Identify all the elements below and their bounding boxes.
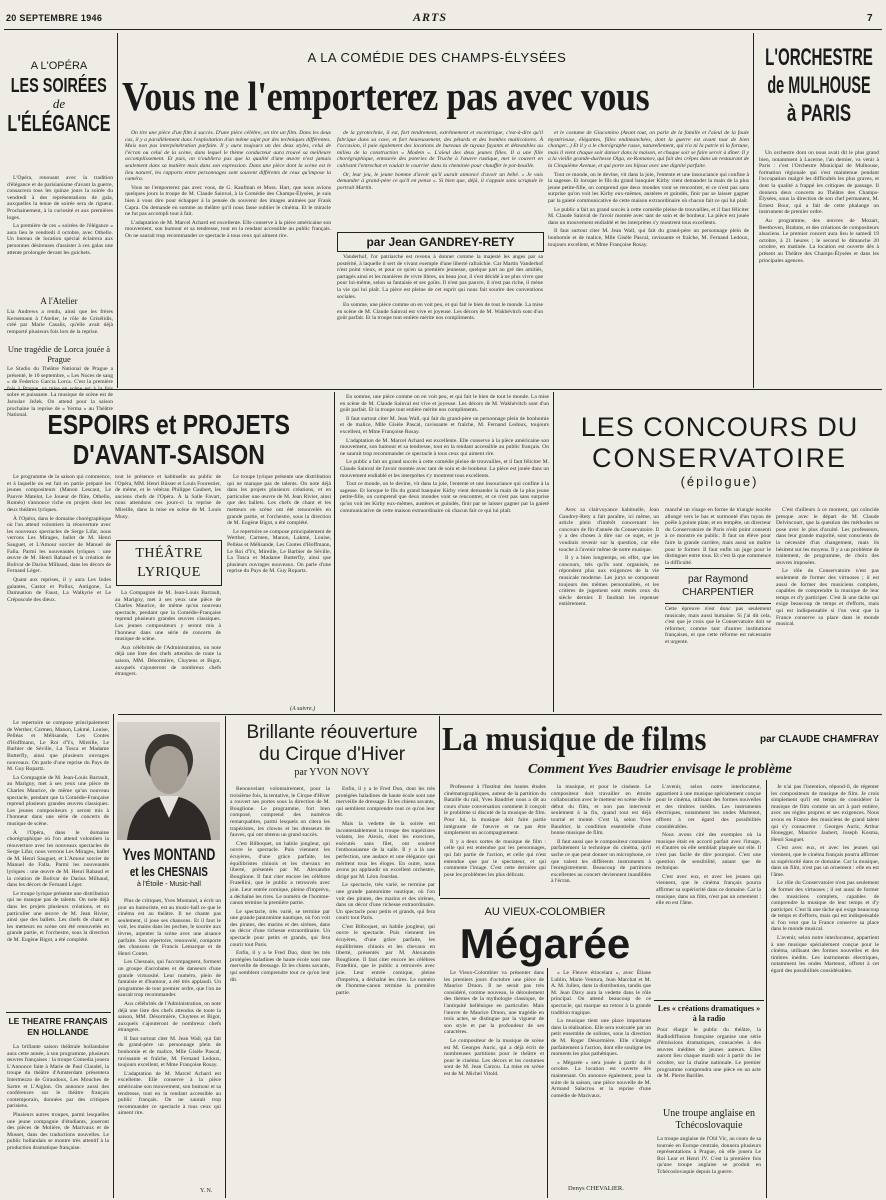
espoirs-col-2-top: tout le présence et habituelle au public de l'Opéra, MM. Henri Büsser et Louis Fourestier, de même, et le vétéran Philippe Gaubert, les anciens chefs de l'Opéra. À la Salle Favart, nous attendons ces jours-ci la reprise de Mireille, dans la mise en scène de M. Louis Musy. <box>115 474 221 520</box>
rule-concours <box>553 392 554 712</box>
films-title-text: La musique de films <box>442 721 707 758</box>
cirque-col1-para3: Le spectacle, très varié, se termine par une grande pantomime nautique, où l'on voit des pirates, des marins et des sirènes, dans un décor d'une richesse extraordinaire. Un spectacle pour petits et grands, qui fera courir tout Paris. <box>230 908 330 948</box>
vous-title-text: Vous ne l'emporterez pas avec vous <box>122 73 650 119</box>
espoirs-col1-para1: Le programme de la saison qui commence, et à laquelle on est fait en partie préparé les jeunes compositeurs (Manon Lescaut, Le Pauvre Matelot, Le Joueur de flûte, Othello, Roméo) s'annonce riche en projets dont les deux théâtres lyriques. <box>7 474 111 513</box>
cirque-byline: par YVON NOVY <box>294 767 370 778</box>
espoirs-col2-para3: Aux célébrités de l'Administration, on note déjà une liste des chefs attendus de toute la saison, MM. Désormière, Cluytens et Bigot, auxquels s'ajouteront de nombreux chefs étrangers. <box>115 644 221 678</box>
montand-body <box>118 898 221 1188</box>
films-col3-para1: L'avenir, selon notre interlocuteur, appartient à une musique spécialement conçue pour le cinéma, utilisant des formes nouvelles et des timbres inédits. Les instruments électriques, notamment les ondes Martenot, offrent à cet égard des possibilités considérables. <box>656 784 761 830</box>
mulhouse-title-line3: à PARIS <box>786 100 852 127</box>
vous-col3-para3: Le public a fait un grand succès à cette comédie pleine de trouvailles, et il faut féliciter M. Claude Sainval de l'avoir montée avec tant de soin et de bonheur. La pièce est jouée dans un mouvement endiablé et les interprètes s'y montrent tous excellents. <box>548 206 749 226</box>
mulhouse-title-line2: de MULHOUSE <box>767 72 871 99</box>
cirque-col-1 <box>230 786 330 1186</box>
films-byline: par CLAUDE CHAMFRAY <box>760 734 880 745</box>
cirque-col2-para1: Enfin, il y a le Fred Duo, dont les très protégées baladines de haute école sont une merveille de dressage. Et les chiens savants, qui semblent comprendre tout ce qu'on leur dit. <box>336 786 435 819</box>
mulhouse-para-1: Un orchestre dont on nous avait dit le plus grand bien, notamment à Lucerne, l'an dernier, va venir à Paris : c'est l'Orchestre Municipal de Mulhouse, formation régionale qui s'est maintenue pendant l'occupation malgré les difficultés les plus graves, et dont la qualité a frappé les critiques de passage. Il donnera deux concerts au Théâtre des Champs-Élysées, sous la direction de son chef permanent, M. Ernest Bour, qui a fait de cette phalange un instrument de premier ordre. <box>759 150 879 216</box>
rule-mulhouse <box>753 33 754 388</box>
espoirs-col-1 <box>7 474 111 714</box>
opera-title-line2: de <box>52 96 66 111</box>
vous-title <box>122 70 752 128</box>
opera-title-1 <box>4 75 114 175</box>
mulhouse-title-line1: L'ORCHESTRE <box>765 44 873 71</box>
creations-body: Pour élargir le public du théâtre, la Radiodiffusion française organise une série d'émissions dramatiques, consacrées à des œuvres inédites de jeunes auteurs. Elles auront lieu chaque mardi soir à partir du 1er octobre, sur la chaîne nationale. Le premier programme comprendra une pièce en un acte de M. Pierre Barillet. <box>657 1027 761 1080</box>
cirque-title-line1: Brillante réouverture <box>246 722 418 743</box>
vous-col4-para1: En somme, une pièce comme on en voit peu, et qui fait le bien de tout le monde. La mise en scène de M. Claude Sainval est vive et joyeuse. Les décors de M. Wakhévitch sont d'un goût parfait. Et la troupe tout entière mérite nos compliments. <box>340 394 549 414</box>
films-col-1 <box>444 784 546 896</box>
films-col-3 <box>656 784 761 998</box>
rule-megaree-top <box>440 898 650 899</box>
mulhouse-para-2: Au programme, des œuvres de Mozart, Beethoven, Brahms, et des créations de compositeurs alsaciens. Le premier concert aura lieu le samedi 19 octobre, à 21 heures ; le second le dimanche 20 octobre, en matinée. La location est ouverte dès à présent au Théâtre des Champs-Élysées et dans les principales agences. <box>759 217 879 264</box>
mid-rule-2 <box>118 714 882 715</box>
opera-para-1: L'Opéra, renouant avec la tradition d'élégance et de parisianisme d'avant la guerre, consacrera tous les quinze jours la soirée du vendredi à des représentations de gala, auxquelles la tenue de soirée sera de rigueur. Prochainement, à la curiosité et aux premières loges. <box>7 175 113 221</box>
megaree-signature: Denys CHEVALIER. <box>568 1185 624 1192</box>
cirque-title <box>228 722 436 784</box>
cirque-col2-para3: Le spectacle, très varié, se termine par une grande pantomime nautique, où l'on voit des pirates, des marins et des sirènes, dans un décor d'une richesse extraordinaire. Un spectacle pour petits et grands, qui fera courir tout Paris. <box>336 882 435 922</box>
films-col4-para1: Je n'ai pas l'intention, répond-il, de régenter les compositeurs de musique de film. Je crois simplement qu'il est temps de considérer la musique de film comme un art à part entière, avec ses règles propres et ses exigences. Nous avons en France des musiciens de grand talent qui s'y consacrent : Georges Auric, Arthur Honegger, Maurice Jaubert, Joseph Kosma, Henri Sauguet. <box>771 784 879 843</box>
vous-kicker: A LA COMÉDIE DES CHAMPS-ÉLYSÉES <box>307 50 567 65</box>
films-col2-para1: la musique, et pour le cinéaste. Le compositeur doit travailler en étroite collaboration avec le metteur en scène dès le début du film, et non pas intervenir seulement à la fin, quand tout est déjà tourné et monté. C'est là, selon Yves Baudrier, la condition essentielle d'une bonne musique de film. <box>551 784 651 837</box>
concours-col3-para1: C'est d'ailleurs à ce moment, qui coïncide presque avec le départ de M. Claude Delvincourt, que la question des méthodes se pose avec le plus d'acuité. Les professeurs, dans leur grande majorité, sont conscients de la nécessité d'un changement, mais ils hésitent sur les moyens. Il y a un problème de traitement, de programme, de choix des œuvres imposées. <box>776 507 879 566</box>
montand-venue: à l'Étoile - Music-hall <box>137 881 201 888</box>
troupe-body: La troupe anglaise de l'Old Vic, au cours de sa tournée en Europe centrale, donnera plusieurs représentations à Prague, où elle jouera Le Roi Lear et Henri IV. C'est la première fois qu'une troupe anglaise se produit en Tchécoslovaquie depuis la guerre. <box>657 1136 761 1175</box>
mid-rule-1 <box>4 389 882 390</box>
montand-para-1: Plus de critiques, Yves Montand, a écrit un jour un humoriste, est au music-hall ce que le cinéma est au théâtre. Il ne chante pas seulement, il joue ses chansons. Et il faut le voir, les mains dans les poches, le sourire aux lèvres, arpenter la scène avec une aisance parfaite. Son répertoire, renouvelé, comporte des chansons de Francis Lemarque et de Henri Contet. <box>118 898 221 957</box>
concours-col3-para2: Le rôle du Conservatoire n'est pas seulement de former des virtuoses ; il est aussi de former des musiciens complets, capables de comprendre la musique de leur temps et d'y participer. C'est là une tâche qui exige beaucoup de temps et d'efforts, mais qui est indispensable si l'on veut que la France conserve sa place dans le monde musical. <box>776 568 879 628</box>
espoirs-suite: (A suivre.) <box>290 706 315 712</box>
vous-col2-para3: Vanderhof, l'or patriarche est revenu à donner comme la majesté les anges par sa postérité, à laquelle il sert de vivant exemple d'une liberté rafraîchie. Car Martin Vanderhof n'est point vieux, et pour ce qu'en sa première jeunesse, quelque part au gré des amitiés, partagés ainsi et les manières de vivre libres, un beau jour, il s'est décidé à ne plus vivre que pour lui-même, selon sa fantaisie et ses goûts. Il n'est pas pauvre, il n'est pas riche, il mène la vie qui lui plaît. La pièce est pleine de cet esprit qui nous fait sourire des conventions sociales. <box>337 254 543 300</box>
cirque-col2-para2: Mais la vedette de la soirée est incontestablement la troupe des trapézistes volants, les Alexis, dont les exercices, exécutés sans filet, ont soulevé l'enthousiasme de la salle. Il y a là une perfection, une audace et une élégance qui méritent tous les éloges. En outre, nous avons pu applaudir un excellent orchestre, dirigé par M. Léon Jourdan. <box>336 820 435 880</box>
concours-col-2-top: manché un visage en forme de triangle isocèle allongé vers le bas et surmonté d'un tuyau de poêle à pointe plate, et en tempête, un directeur du Conservatoire de Paris n'eût point consenti à ce monstre en public. Il faut un élève pour faire la grande carrière, mais aussi un maître pour le former. Il faut enfin un juge pour le distinguer entre tous. Et c'est là que commence la difficulté. <box>665 507 771 566</box>
montand-para-3: Aux célébrités de l'Administration, on note déjà une liste des chefs attendus de toute la saison, MM. Désormière, Cluytens et Bigot, auxquels s'ajouteront de nombreux chefs étrangers. <box>118 1000 221 1034</box>
opera-para-2: La première de ces « soirées de l'élégance » aura lieu le vendredi 4 octobre, avec Othello. Un bureau de location spécial éclairera aux personnes désireuses d'assister à ces galas une attente prolongée devant les guichets. <box>7 223 113 256</box>
opera-body <box>7 175 113 295</box>
cirque-col2-para4: C'est Bilboquet, un habile jongleur, qui ouvre le spectacle. Puis viennent les écuyères, d'une grâce parfaite, les équilibristes chinois et les chevaux en liberté, présentés par M. Alexandre Bouglione. Il faut citer encore les célèbres Fratellini, que le public a retrouvés avec joie. Leur entrée comique, pleine d'imprévu, a déchaîné les rires. Le numéro de l'homme-canon termine la première partie. <box>336 923 435 996</box>
mulhouse-title <box>756 44 882 149</box>
films-col3-para2: Nous avons cité des exemples où la musique était en accord parfait avec l'image, et d'autres où elle semblait plaquée sur elle. Il n'est pas facile de dire pourquoi. C'est une question de sensibilité, autant que de technique. <box>656 832 761 872</box>
espoirs-col3-para1: Le troupe lyrique présente une distribution qui ne manque pas de talents. On note déjà dans les projets plusieurs créations, et en particulier une œuvre de M. Jean Rivier, ainsi que des ballets. Les chefs de chant et les metteurs en scène ont été renouvelés en grande partie, et l'orchestre, sous la direction de M. Eugène Bigot, a été complété. <box>227 474 331 527</box>
lorca-body: Le Studio du Théâtre National de Prague a présenté, le 10 septembre, « Les Noces de sang » de Federico Garcia Lorca. C'est la première sobre et puissante. La musique de scène est de Jaroslav Ježek. On attend pour la saison prochaine la reprise de « Yerma » au Théâtre National. <box>7 366 113 419</box>
rule-creations <box>654 1000 764 1001</box>
concours-title-line2: CONSERVATOIRE <box>591 443 848 473</box>
rule-films-right <box>766 780 767 1198</box>
espoirs-left-para2: La Compagnie de M. Jean-Louis Barrault, au Marigny, met à ses yeux une pièce de Charles Maurice, de même qu'un nouveau spectacle, pendant que la Comédie-Française reprend plusieurs grandes œuvres classiques. Les jeunes compositeurs y seront mis à l'honneur dans une série de concerts de musique de scène. <box>7 774 109 827</box>
concours-col-3 <box>776 507 879 712</box>
megaree-title: Mégarée <box>459 920 631 967</box>
films-col4-para2: C'est avec eux, et avec les jeunes qui viennent, que le cinéma français pourra affirmer sa supériorité dans ce domaine. Car la musique, dans un film, n'est pas un ornement : elle en est l'âme. <box>771 845 879 878</box>
creations-title: Les « créations dramatiques » à la radio <box>657 1004 761 1023</box>
cirque-col1-para2: C'est Bilboquet, un habile jongleur, qui ouvre le spectacle. Puis viennent les écuyères, d'une grâce parfaite, les équilibristes chinois et les chevaux en liberté, présentés par M. Alexandre Bouglione. Il faut citer encore les célèbres Fratellini, que le public a retrouvés avec joie. Leur entrée comique, pleine d'imprévu, a déchaîné les rires. Le numéro de l'homme-canon termine la première partie. <box>230 840 330 907</box>
vous-col-1 <box>125 130 331 388</box>
cirque-col1-para1: Renouvelant volontairement, pour la troisième fois, la tentative, le Cirque d'Hiver a rouvert ses portes sous la direction de M. Bouglione. Le programme, fort bien composé, comprend des numéros remarquables, parmi lesquels on citera les trapézistes, les clowns et les dresseurs de fauves, qui ont obtenu un grand succès. <box>230 786 330 839</box>
films-col3-para3: C'est avec eux, et avec les jeunes qui viennent, que le cinéma français pourra affirmer sa supériorité dans ce domaine. Car la musique, dans un film, n'est pas un ornement : elle en est l'âme. <box>656 873 761 907</box>
vous-col2-para2: Or, leur jeu, le jeune homme d'avoir qu'il aurait annoncé d'avoir un bébé. « Je vais demander à grand-père ce qu'il en pense ». Si bien que, déjà, il s'appuie sans scrupule le portrait Martin. <box>337 171 543 191</box>
films-col1-para1: Professeur à l'Institut des hautes études cinématographiques, auteur de la partition du Bataille du rail, Yves Baudrier nous a dit au cours d'une conversation comment il conçoit le problème si discuté de la musique de film. Pour lui, la musique doit faire partie intégrante de l'œuvre et ne pas être simplement un accompagnement. <box>444 784 546 837</box>
megaree-col1-para2: Le compositeur de la musique de scène est M. Georges Auric, qui a déjà écrit de nombreuses partitions pour le théâtre et pour le cinéma. Les décors et les costumes sont de M. Jean Carzou. La mise en scène est de M. Michel Vitold. <box>444 1037 544 1077</box>
theatre-fr-title-line1: LE THEATRE FRANÇAIS <box>8 1016 108 1026</box>
theatre-lyrique-label: THÉÂTRE LYRIQUE <box>135 546 203 580</box>
espoirs-left-para4: Le troupe lyrique présente une distribution qui ne manque pas de talents. On note déjà dans les projets plusieurs créations, et en particulier une œuvre de M. Jean Rivier, ainsi que des ballets. Les chefs de chant et les metteurs en scène ont été renouvelés en grande partie, et l'orchestre, sous la direction de M. Eugène Bigot, a été complété. <box>7 890 109 943</box>
concours-byline-box <box>665 568 771 604</box>
concours-col-1 <box>559 507 659 712</box>
lorca-heading: Une tragédie de Lorca jouée à Prague <box>7 344 111 364</box>
megaree-col1-para1: Le Vieux-Colombier va présenter dans les premiers jours d'octobre une pièce de Maurice Druon. Il ne serait pas très considéré, comme nouveau, le déroulement des thèmes de la mythologie classique, de l'antiquité hellénique en particulier. Mais l'œuvre de Maurice Druon, une tragédie en trois actes, se distingue par la vigueur de son style et par la profondeur de ses caractères. <box>444 970 544 1036</box>
atelier-body: Lia Andrews a rendu, ainsi que les frères Kersemann à l'Atelier, le rôle de Grisélidis, créé par Marie Casalis, qu'elle avait déjà remporté plusieurs fois lors de la reprise. <box>7 309 113 335</box>
films-col1-para2: Il y a deux sortes de musique de film : celle qui est entendue par les personnages, qui fait partie de l'action, et celle qui n'est entendue que par le spectateur, et qui commente l'image. C'est cette dernière qui pose les problèmes les plus délicats. <box>444 838 546 878</box>
vous-col3-para1: et le costume de Giacomino (Avant tout, on parle de la famille et l'aïeul de la foule mystérieuse, élégantes, filles endimanchées, dont la guerre est avant tout de bien changer...) Et il y a le chorégraphe russe, naturellement, qui n'a ni la patrie ni la fortune, mais il vient chaque soir danser dans la maison, et chaque soir se faire servir à dîner. Il y a la vieille grande-duchesse Olga, ex-Romanov, qui fait des crêpes dans un restaurant de la Cinquième Avenue, et qui porte ses bijoux avec une dignité parfaite. <box>548 130 749 169</box>
montand-title <box>116 846 222 896</box>
theatre-fr-body <box>7 1044 109 1194</box>
films-col4-para3: Le rôle du Conservatoire n'est pas seulement de former des virtuoses ; il est aussi de former des musiciens complets, capables de comprendre la musique de leur temps et d'y participer. C'est là une tâche qui exige beaucoup de temps et d'efforts, mais qui est indispensable si l'on veut que la France conserve sa place dans le monde musical. <box>771 880 879 933</box>
theatre-fr-para-1: La brillante saison théâtrale hollandaise aura cette année, à son programme, plusieurs œuvres françaises : la troupe Comedia jouera L'Annonce faite à Marie de Paul Claudel, la troupe du théâtre d'Amsterdam présentera Intermezzo de Giraudoux, Les Mouches de Sartre et L'Aiglon. On annonce aussi des conférences sur le théâtre français contemporain, données par des critiques parisiens. <box>7 1044 109 1110</box>
films-col-2 <box>551 784 651 896</box>
troupe-title: Une troupe anglaise en Tchécoslovaquie <box>663 1108 755 1131</box>
theatre-fr-title-line2: EN HOLLANDE <box>27 1027 89 1037</box>
espoirs-title-line2: D'AVANT-SAISON <box>72 439 265 470</box>
montand-para-2: Les Chesnais, qui l'accompagnent, forment un groupe d'acrobates et de danseurs d'une grande virtuosité. Leur numéro, plein de fantaisie et d'humour, a été très applaudi. Un programme de tout premier ordre, que l'on ne saurait trop recommander. <box>118 959 221 999</box>
megaree-kicker: AU VIEUX-COLOMBIER <box>484 906 606 918</box>
vous-col4-para4: Le public a fait un grand succès à cette comédie pleine de trouvailles, et il faut féliciter M. Claude Sainval de l'avoir montée avec tant de soin et de bonheur. La pièce est jouée dans un mouvement endiablé et les interprètes s'y montrent tous excellents. <box>340 459 549 479</box>
espoirs-col-2 <box>115 590 221 715</box>
espoirs-col1-para2: À l'Opéra, dans le domaine chorégraphique où l'on attend volontiers la réouverture avec les nouveaux spectacles de Serge Lifar, nous verrons Les Mirages, ballet de M. Henri Sauguet, et L'Amour sorcier de Manuel de Falla. Parmi les nouveautés lyriques : une œuvre de M. Henri Rabaud et la création de Bolivar de Darius Milhaud, dans les décors de Fernand Léger. <box>7 515 111 575</box>
espoirs-col2-para2: La Compagnie de M. Jean-Louis Barrault, au Marigny, met à ses yeux une pièce de Charles Maurice, de même qu'un nouveau spectacle, pendant que la Comédie-Française reprend plusieurs grandes œuvres classiques. Les jeunes compositeurs y seront mis à l'honneur dans une série de concerts de musique de scène. <box>115 590 221 643</box>
espoirs-col-3 <box>227 474 331 706</box>
rule-espoirs-right <box>334 392 335 712</box>
vous-col4-para2: Il faut surtout citer M. Jean Wall, qui fait du grand-père un personnage plein de bonhomie et de malice, Mlle Gisèle Pascal, ravissante et fraîche, M. Fernand Ledoux, toujours excellent, et Mme Françoise Rosay. <box>340 415 549 435</box>
films-col2-para2: Il faut aussi que le compositeur connaisse parfaitement la technique du cinéma, qu'il sache ce que peut donner un microphone, ce que valent les différents instruments à l'enregistrement. Beaucoup de partitions excellentes au concert deviennent inaudibles à l'écran. <box>551 838 651 885</box>
concours-title-line1: LES CONCOURS DU <box>580 412 859 442</box>
films-col4-para4: L'avenir, selon notre interlocuteur, appartient à une musique spécialement conçue pour le cinéma, utilisant des formes nouvelles et des timbres inédits. Les instruments électriques, notamment les ondes Martenot, offrent à cet égard des possibilités considérables. <box>771 935 879 975</box>
portrait-icon <box>117 722 220 840</box>
rule-cirque <box>225 716 226 1198</box>
cirque-col-2 <box>336 786 435 1186</box>
rule-left-lower <box>113 714 114 1198</box>
vous-col4-para5: Tout ce monde, on le devine, vit dans la joie, l'entente et une insouciance qui confine à la sagesse. Et lorsque le fils du grand banquier Kirby vient demander la main de la plus jeune petite-fille, on comprend que deux mondes vont se rencontrer, et ce n'est pas sans surprise qu'on voit les Kirby eux-mêmes, austères et guindés, finir par se laisser gagner par la gaieté communicative de cette maison extraordinaire où chacun fait ce qui lui plaît. <box>340 481 549 514</box>
opera-kicker: A L'OPÉRA <box>30 60 88 72</box>
vous-col-2b <box>337 254 543 388</box>
vous-byline: par Jean GANDREY-RETY <box>366 235 515 249</box>
concours-subtitle: (épilogue) <box>680 474 759 489</box>
espoirs-left-para3: À l'Opéra, dans le domaine chorégraphique où l'on attend volontiers la réouverture avec les nouveaux spectacles de Serge Lifar, nous verrons Les Mirages, ballet de M. Henri Sauguet, et L'Amour sorcier de Manuel de Falla. Parmi les nouveautés lyriques : une œuvre de M. Henri Rabaud et la création de Bolivar de Darius Milhaud, dans les décors de Fernand Léger. <box>7 829 109 889</box>
mulhouse-body <box>759 150 879 386</box>
vous-col3-para4: Il faut surtout citer M. Jean Wall, qui fait du grand-père un personnage plein de bonhomie et de malice, Mlle Gisèle Pascal, ravissante et fraîche, M. Fernand Ledoux, toujours excellent, et Mme Françoise Rosay. <box>548 228 749 248</box>
theatre-fr-para-2: Plusieurs autres troupes, parmi lesquelles une jeune compagnie d'étudiants, joueront des pièces de Molière, de Marivaux et de Musset, dans des traductions nouvelles. Le public hollandais se montre très attentif à la production dramatique française. <box>7 1111 109 1151</box>
montand-photo <box>117 722 220 840</box>
vous-byline-box <box>337 232 544 252</box>
megaree-col2-para2: La musique tient une place importante dans la réalisation. Elle sera exécutée par un petit ensemble de solistes, sous la direction de M. Roger Désormière. Elle s'intègre parfaitement à l'action, dont elle souligne les moments les plus pathétiques. <box>551 1018 651 1058</box>
cirque-title-line2: du Cirque d'Hiver <box>258 744 406 765</box>
films-title <box>442 720 754 760</box>
page-number: 7 <box>867 13 873 24</box>
header-rule <box>4 29 882 30</box>
espoirs-col1-para3: Quant aux reprises, il y aura Les Indes galantes, Castor et Pollux, Antigone, La Damnation de Faust, La Walkyrie et Le Crépuscule des dieux. <box>7 576 111 603</box>
espoirs-title <box>6 410 331 470</box>
megaree-col-2 <box>551 970 651 1184</box>
montand-para-4: Il faut surtout citer M. Jean Wall, qui fait du grand-père un personnage plein de bonhomie et de malice, Mlle Gisèle Pascal, ravissante et fraîche, M. Fernand Ledoux, toujours excellent, et Mme Françoise Rosay. <box>118 1035 221 1069</box>
theatre-lyrique-box <box>116 540 222 586</box>
vous-col-2 <box>337 130 543 230</box>
vous-col1-para1: On tire une pièce d'un film à succès. D'une pièce célèbre, on tire un film. Dans les deux cas, il y a parallèlement dans l'exploitation d'un même sujet par des techniques différentes. Mais non pas interpénétration parfaite. Il y aura toujours un des deux styles, celui de l'écran ou celui de la scène, dans lequel le thème conducteur aura trouvé sa meilleure accomplissement. Et puis, on n'oubliera pas que la qualité d'une œuvre n'est jamais seulement dans sa matière mais dans son expression. Dans une pièce dont la scène est le lieu naturel, les rapports entre personnages sont souvent différents de ceux qu'impose la caméra. <box>125 130 331 183</box>
theatre-fr-title <box>5 1016 111 1042</box>
espoirs-title-line1: ESPOIRS et PROJETS <box>47 409 290 440</box>
vous-col3-para2: Tout ce monde, on le devine, vit dans la joie, l'entente et une insouciance qui confine à la sagesse. Et lorsque le fils du grand banquier Kirby vient demander la main de la plus jeune petite-fille, on comprend que deux mondes vont se rencontrer, et ce n'est pas sans surprise qu'on voit les Kirby eux-mêmes, austères et guindés, finir par se laisser gagner par la gaieté communicative de cette maison extraordinaire où chacun fait ce qui lui plaît. <box>548 171 749 204</box>
rule-opera <box>117 33 118 388</box>
page-date: 20 SEPTEMBRE 1946 <box>6 13 103 23</box>
atelier-heading: A l'Atelier <box>40 296 78 306</box>
concours-byline: par Raymond CHARPENTIER <box>682 574 754 598</box>
megaree-col2-para3: « Mégarée » sera jouée à partir du 8 octobre. La location est ouverte dès maintenant. On annonce également, pour la suite de la saison, une pièce nouvelle de M. Armand Salacrou et la reprise d'une comédie de Marivaux. <box>551 1059 651 1099</box>
megaree-col2-para1: « Le Fleuve étincelant », avec Éliane Lublin, Marie Ventura, Jean Marchat et M. A. M. Julien, dans la distribution, tandis que M. Jean Davy aura la vedette dans le rôle principal. On attend beaucoup de ce spectacle, qui marque un retour à la grande tradition tragique. <box>551 970 651 1016</box>
montand-signature: Y. N. <box>200 1188 213 1194</box>
montand-and: et les CHESNAIS <box>129 864 208 879</box>
concours-title <box>557 412 882 502</box>
rule-megaree-mid <box>547 968 548 1198</box>
rule-theatre-fr <box>6 1012 111 1013</box>
espoirs-col3-para2: Le repertoire se compose principalement de Werther, Carmen, Manon, Lakmé, Louise, Pelléas et Mélisande, Les Contes d'Hoffmann, Le Roi d'Ys, Mireille, Le Barbier de Séville, La Tosca et Madame Butterfly, ainsi que plusieurs ouvrages nouveaux. On parle d'une reprise du Pays de M. Guy Ropartz. <box>227 528 332 575</box>
opera-title-line3: L'ÉLÉGANCE <box>7 110 111 136</box>
vous-col1-para2: Vous ne l'emporterez pas avec vous, de G. Kaufman et Moss. Hart, que nous avions quelques jours la troupe de M. Claude Sainval, à la Comédie des Champs-Élysées, je suis bien à vous dire pour échapper à la pensée du souvenir des images animées par Frank Capra. On demande en somme au théâtre qu'il nous fasse oublier le cinéma. Et le miracle ne fut pas accompli tout à fait. <box>125 184 331 218</box>
concours-col-2: Cette épreuve n'est donc pas seulement musicale, mais aussi humaine. Si j'ai dit cela, c'est que je crois que le Conservatoire doit se réformer, comme tant d'autres institutions françaises, et que cette réforme est nécessaire et urgente. <box>665 606 771 645</box>
espoirs-left-para1: Le repertoire se compose principalement de Werther, Carmen, Manon, Lakmé, Louise, Pelléas et Mélisande, Les Contes d'Hoffmann, Le Roi d'Ys, Mireille, Le Barbier de Séville, La Tosca et Madame Butterfly, ainsi que plusieurs ouvrages nouveaux. On parle d'une reprise du Pays de M. Guy Ropartz. <box>7 720 109 773</box>
vous-col-4 <box>340 394 549 712</box>
vous-col1-para3: L'adaptation de M. Marcel Achard est excellente. Elle conserve à la pièce américaine son mouvement, son humour et sa tendresse, tout en la rendant accessible au public français. On ne saurait trop recommander ce spectacle à tous ceux qui aiment rire. <box>125 219 331 239</box>
concours-col1-para2: Il y a bien longtemps, en effet, que les concours, tels qu'ils sont organisés, ne répondent plus aux exigences de la vie musicale moderne. Les jurys se composent toujours des mêmes personnalités, et les critères de jugement sont restés ceux du siècle dernier. Il faudrait les repenser entièrement. <box>559 555 659 608</box>
masthead: ARTS <box>413 10 448 24</box>
films-subtitle: Comment Yves Baudrier envisage le problème <box>527 762 793 777</box>
rule-films <box>439 716 440 896</box>
megaree-col-1 <box>444 970 544 1192</box>
montand-para-5: L'adaptation de M. Marcel Achard est excellente. Elle conserve à la pièce américaine son mouvement, son humour et sa tendresse, tout en la rendant accessible au public français. On ne saurait trop recommander ce spectacle à tous ceux qui aiment rire. <box>118 1070 221 1117</box>
montand-name: Yves MONTAND <box>122 845 216 864</box>
vous-col4-para3: L'adaptation de M. Marcel Achard est excellente. Elle conserve à la pièce américaine son mouvement, son humour et sa tendresse, tout en la rendant accessible au public français. On ne saurait trop recommander ce spectacle à tous ceux qui aiment rire. <box>340 437 549 457</box>
vous-col-3 <box>548 130 749 388</box>
opera-title-line1: LES SOIRÉES <box>10 75 107 97</box>
films-col-4 <box>771 784 879 1192</box>
cirque-col1-para4: Enfin, il y a le Fred Duo, dont les très protégées baladines de haute école sont une merveille de dressage. Et les chiens savants, qui semblent comprendre tout ce qu'on leur dit. <box>230 950 330 983</box>
espoirs-col-left-cont <box>7 720 109 1010</box>
vous-col2-para1: de la pyrotechnie, il est, fort tendrement, extrêmement et excentrique, c'est-à-dire qu'il fabrique dans sa cave, et fort heureusement, des pétards et des bombes multicolores. À l'occasion, il paie également des locations de bureaux de tuyaux fuyants et détestables au milieu de la construction « Modem ». L'aïeul des deux jeunes filles. Il a une fille chorégraphique, entourée des poteries de Truche à l'œuvre rustique, met le couvert en cultivant l'entrechat et voulait le courrier dans la cheminée pour chauffer le pot-bouille. <box>337 130 543 169</box>
concours-col1-para1: Avec sa clairvoyance habituelle, Jean Gandrey-Rety a fait paraître, ici même, un article plein d'intérêt concernant les concours de fin d'année du Conservatoire. Il y a des choses à dire sur ce sujet, et je voudrais revenir sur la question, car elle touche à l'avenir même de notre musique. <box>559 507 659 553</box>
vous-col2-para4: En somme, une pièce comme on en voit peu, et qui fait le bien de tout le monde. La mise en scène de M. Claude Sainval est vive et joyeuse. Les décors de M. Wakhévitch sont d'un goût parfait. Et la troupe tout entière mérite nos compliments. <box>337 302 543 322</box>
